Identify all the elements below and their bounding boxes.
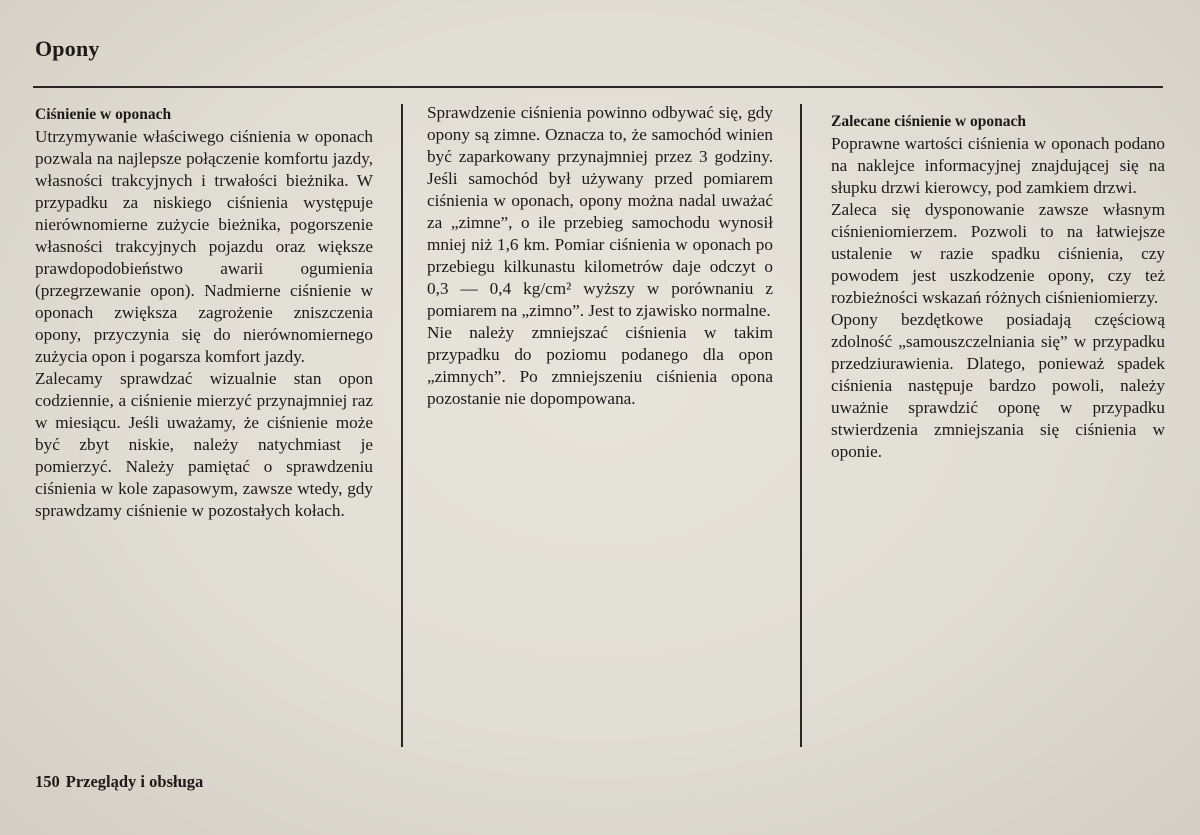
- column-divider: [401, 104, 403, 747]
- paragraph: Nie należy zmniejszać ciśnienia w takim przypadku do poziomu podanego dla opon „zimnych”. Po zmniejszeniu ciśnienia opona pozostanie nie dopompowana.: [427, 323, 773, 408]
- page-number: 150: [35, 772, 60, 791]
- header-rule: [33, 86, 1163, 88]
- page-footer: [35, 772, 203, 792]
- column-left: [35, 104, 373, 522]
- footer-label: Przeglądy i obsługa: [65, 772, 204, 791]
- column-divider: [800, 104, 802, 747]
- paragraph: Opony bezdętkowe posiadają częściową zdolność „samouszczelniania się” w przypadku przedziurawienia. Dlatego, ponieważ spadek ciśnienia następuje bardzo powoli, należy uważnie sprawdzić oponę w przypadku stwierdzenia zmniejszania się ciśnienia w oponie.: [831, 310, 1165, 461]
- heading-recommended-pressure: Zalecane ciśnienie w oponach: [831, 113, 1027, 130]
- paragraph: Utrzymywanie właściwego ciśnienia w oponach pozwala na najlepsze połączenie komfortu jazdy, własności trakcyjnych i trwałości bieżnika. W przypadku za niskiego ciśnienia występuje nierównomierne zużycie bieżnika, pogorszenie własności trakcyjnych pojazdu oraz większe prawdopodobieństwo awarii ogumienia (przegrzewanie opon). Nadmierne ciśnienie w oponach zwiększa zagrożenie zniszczenia opony, przyczynia się do nierównomiernego zużycia opon i pogarsza komfort jazdy.: [35, 127, 373, 366]
- section-title: Opony: [35, 36, 100, 61]
- paragraph: Poprawne wartości ciśnienia w oponach podano na naklejce informacyjnej znajdującej się na słupku drzwi kierowcy, pod zamkiem drzwi.: [831, 134, 1165, 197]
- column-middle: [427, 102, 773, 410]
- heading-tire-pressure: Ciśnienie w oponach: [35, 106, 172, 123]
- column-right: [831, 111, 1165, 463]
- paragraph: Zalecamy sprawdzać wizualnie stan opon codziennie, a ciśnienie mierzyć przynajmniej raz w miesiącu. Jeśli uważamy, że ciśnienie może być zbyt niskie, należy natychmiast je pomierzyć. Należy pamiętać o sprawdzeniu ciśnienia w kole zapasowym, zawsze wtedy, gdy sprawdzamy ciśnienie w pozostałych kołach.: [35, 369, 373, 520]
- paragraph: Sprawdzenie ciśnienia powinno odbywać się, gdy opony są zimne. Oznacza to, że samochód winien być zaparkowany przynajmniej przez 3 godziny. Jeśli samochód był używany przed pomiarem ciśnienia w oponach, opony można nadal uważać za „zimne”, o ile przebieg samochodu wynosił mniej niż 1,6 km. Pomiar ciśnienia w oponach po przebiegu kilkunastu kilometrów daje odczyt o 0,3 — 0,4 kg/cm² wyższy w porównaniu z pomiarem na „zimno”. Jest to zjawisko normalne.: [427, 103, 773, 320]
- paragraph: Zaleca się dysponowanie zawsze własnym ciśnieniomierzem. Pozwoli to na łatwiejsze ustalenie w razie spadku ciśnienia, czy powodem jest uszkodzenie opony, czy też rozbieżności wskazań różnych ciśnieniomierzy.: [831, 200, 1165, 307]
